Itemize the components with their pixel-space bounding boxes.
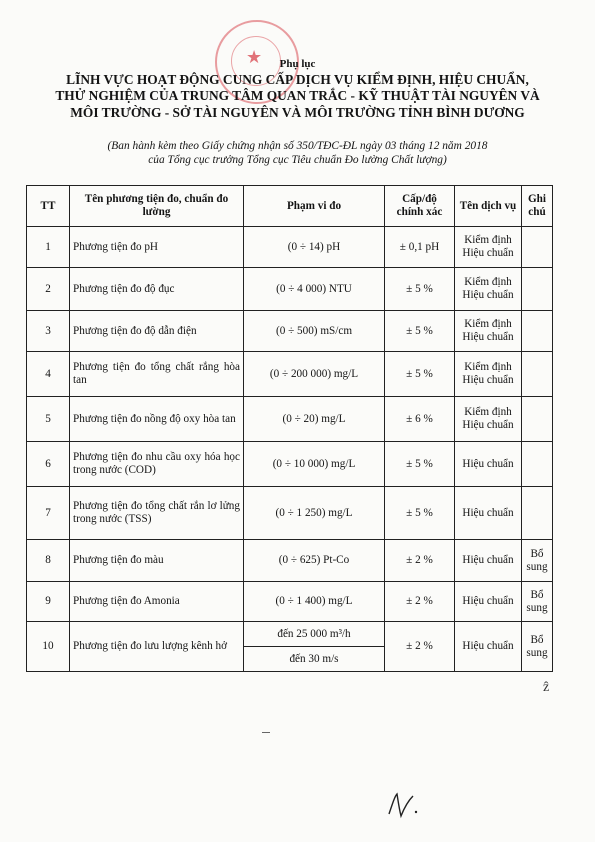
cell-range: (0 ÷ 625) Pt-Co: [244, 540, 385, 582]
cell-note: [522, 442, 553, 487]
table-row: [27, 622, 553, 672]
table-row: [27, 540, 553, 582]
col-header-service: Tên dịch vụ: [455, 186, 522, 227]
table-row: [27, 487, 553, 540]
cell-accuracy: ± 6 %: [385, 397, 455, 442]
cell-range: (0 ÷ 1 400) mg/L: [244, 582, 385, 622]
cell-tt: 1: [27, 227, 70, 268]
cell-tt: 2: [27, 268, 70, 311]
col-header-note: Ghi chú: [522, 186, 553, 227]
subtitle-line-2: của Tổng cục trưởng Tổng cục Tiêu chuẩn Đo lường Chất lượng): [148, 154, 447, 166]
cell-range: (0 ÷ 500) mS/cm: [244, 311, 385, 352]
cell-note: [522, 397, 553, 442]
cell-range: (0 ÷ 4 000) NTU: [244, 268, 385, 311]
cell-range: (0 ÷ 1 250) mg/L: [244, 487, 385, 540]
cell-note: [522, 227, 553, 268]
cell-range: [244, 622, 385, 672]
cell-accuracy: ± 5 %: [385, 352, 455, 397]
cell-note: [522, 487, 553, 540]
cell-name: Phương tiện đo Amonia: [70, 582, 244, 622]
cell-tt: 3: [27, 311, 70, 352]
cell-name: Phương tiện đo nhu cầu oxy hóa học trong nước (COD): [70, 442, 244, 487]
cell-accuracy: ± 5 %: [385, 442, 455, 487]
cell-tt: 8: [27, 540, 70, 582]
table-header-row: [27, 186, 553, 227]
table-row: [27, 442, 553, 487]
cell-range: (0 ÷ 200 000) mg/L: [244, 352, 385, 397]
cell-name: Phương tiện đo tổng chất rắng hòa tan: [70, 352, 244, 397]
col-header-range: Phạm vi đo: [244, 186, 385, 227]
cell-service: Hiệu chuẩn: [455, 582, 522, 622]
cell-service: Kiểm định Hiệu chuẩn: [455, 311, 522, 352]
cell-note: [522, 352, 553, 397]
cell-range: (0 ÷ 10 000) mg/L: [244, 442, 385, 487]
document-subtitle: [40, 139, 555, 167]
cell-name: Phương tiện đo tổng chất rắn lơ lửng trong nước (TSS): [70, 487, 244, 540]
document-title: LĨNH VỰC HOẠT ĐỘNG CUNG CẤP DỊCH VỤ KIỂM ĐỊNH, HIỆU CHUẨN, THỬ NGHIỆM CỦA TRUNG TÂM QUAN TRẮC - KỸ THUẬT TÀI NGUYÊN VÀ MÔI TRƯỜNG - SỞ TÀI NGUYÊN VÀ MÔI TRƯỜNG TỈNH BÌNH DƯƠNG: [55, 72, 540, 120]
cell-range: (0 ÷ 20) mg/L: [244, 397, 385, 442]
cell-accuracy: ± 0,1 pH: [385, 227, 455, 268]
handwritten-initial-mark: ẑ: [543, 680, 550, 695]
cell-accuracy: ± 5 %: [385, 311, 455, 352]
cell-service: Hiệu chuẩn: [455, 540, 522, 582]
cell-note: [522, 268, 553, 311]
cell-name: Phương tiện đo lưu lượng kênh hở: [70, 622, 244, 672]
cell-accuracy: ± 2 %: [385, 540, 455, 582]
col-header-tt: TT: [27, 186, 70, 227]
cell-name: Phương tiện đo độ đục: [70, 268, 244, 311]
cell-accuracy: ± 5 %: [385, 487, 455, 540]
col-header-name: Tên phương tiện đo, chuẩn đo lường: [70, 186, 244, 227]
cell-tt: 6: [27, 442, 70, 487]
cell-tt: 7: [27, 487, 70, 540]
range-flow: đến 25 000 m³/h: [277, 627, 351, 640]
table-row: [27, 582, 553, 622]
cell-name: Phương tiện đo pH: [70, 227, 244, 268]
cell-note: [522, 311, 553, 352]
cell-service: Hiệu chuẩn: [455, 442, 522, 487]
cell-accuracy: ± 2 %: [385, 622, 455, 672]
handwritten-signature: [383, 790, 423, 820]
seal-star-icon: ★: [246, 47, 263, 67]
cell-name: Phương tiện đo màu: [70, 540, 244, 582]
services-table: [26, 185, 553, 672]
cell-accuracy: ± 5 %: [385, 268, 455, 311]
cell-service: Kiểm định Hiệu chuẩn: [455, 397, 522, 442]
subtitle-line-1: (Ban hành kèm theo Giấy chứng nhận số 350/TĐC-ĐL ngày 03 tháng 12 năm 2018: [107, 140, 488, 152]
table-row: [27, 397, 553, 442]
cell-name: Phương tiện đo độ dẫn điện: [70, 311, 244, 352]
col-header-accuracy: Cấp/độ chính xác: [385, 186, 455, 227]
cell-tt: 4: [27, 352, 70, 397]
page-dash-mark: [262, 732, 270, 733]
cell-service: Kiểm định Hiệu chuẩn: [455, 352, 522, 397]
cell-tt: 5: [27, 397, 70, 442]
cell-note: Bổ sung: [522, 582, 553, 622]
cell-accuracy: ± 2 %: [385, 582, 455, 622]
cell-range: (0 ÷ 14) pH: [244, 227, 385, 268]
range-speed: đến 30 m/s: [244, 646, 384, 671]
cell-service: Kiểm định Hiệu chuẩn: [455, 227, 522, 268]
table-row: [27, 268, 553, 311]
cell-note: Bổ sung: [522, 622, 553, 672]
cell-service: Kiểm định Hiệu chuẩn: [455, 268, 522, 311]
cell-tt: 10: [27, 622, 70, 672]
table-row: [27, 227, 553, 268]
cell-tt: 9: [27, 582, 70, 622]
cell-service: Hiệu chuẩn: [455, 622, 522, 672]
cell-note: Bổ sung: [522, 540, 553, 582]
cell-name: Phương tiện đo nồng độ oxy hòa tan: [70, 397, 244, 442]
appendix-label: Phụ lục: [279, 58, 316, 70]
table-row: [27, 352, 553, 397]
table-row: [27, 311, 553, 352]
cell-service: Hiệu chuẩn: [455, 487, 522, 540]
